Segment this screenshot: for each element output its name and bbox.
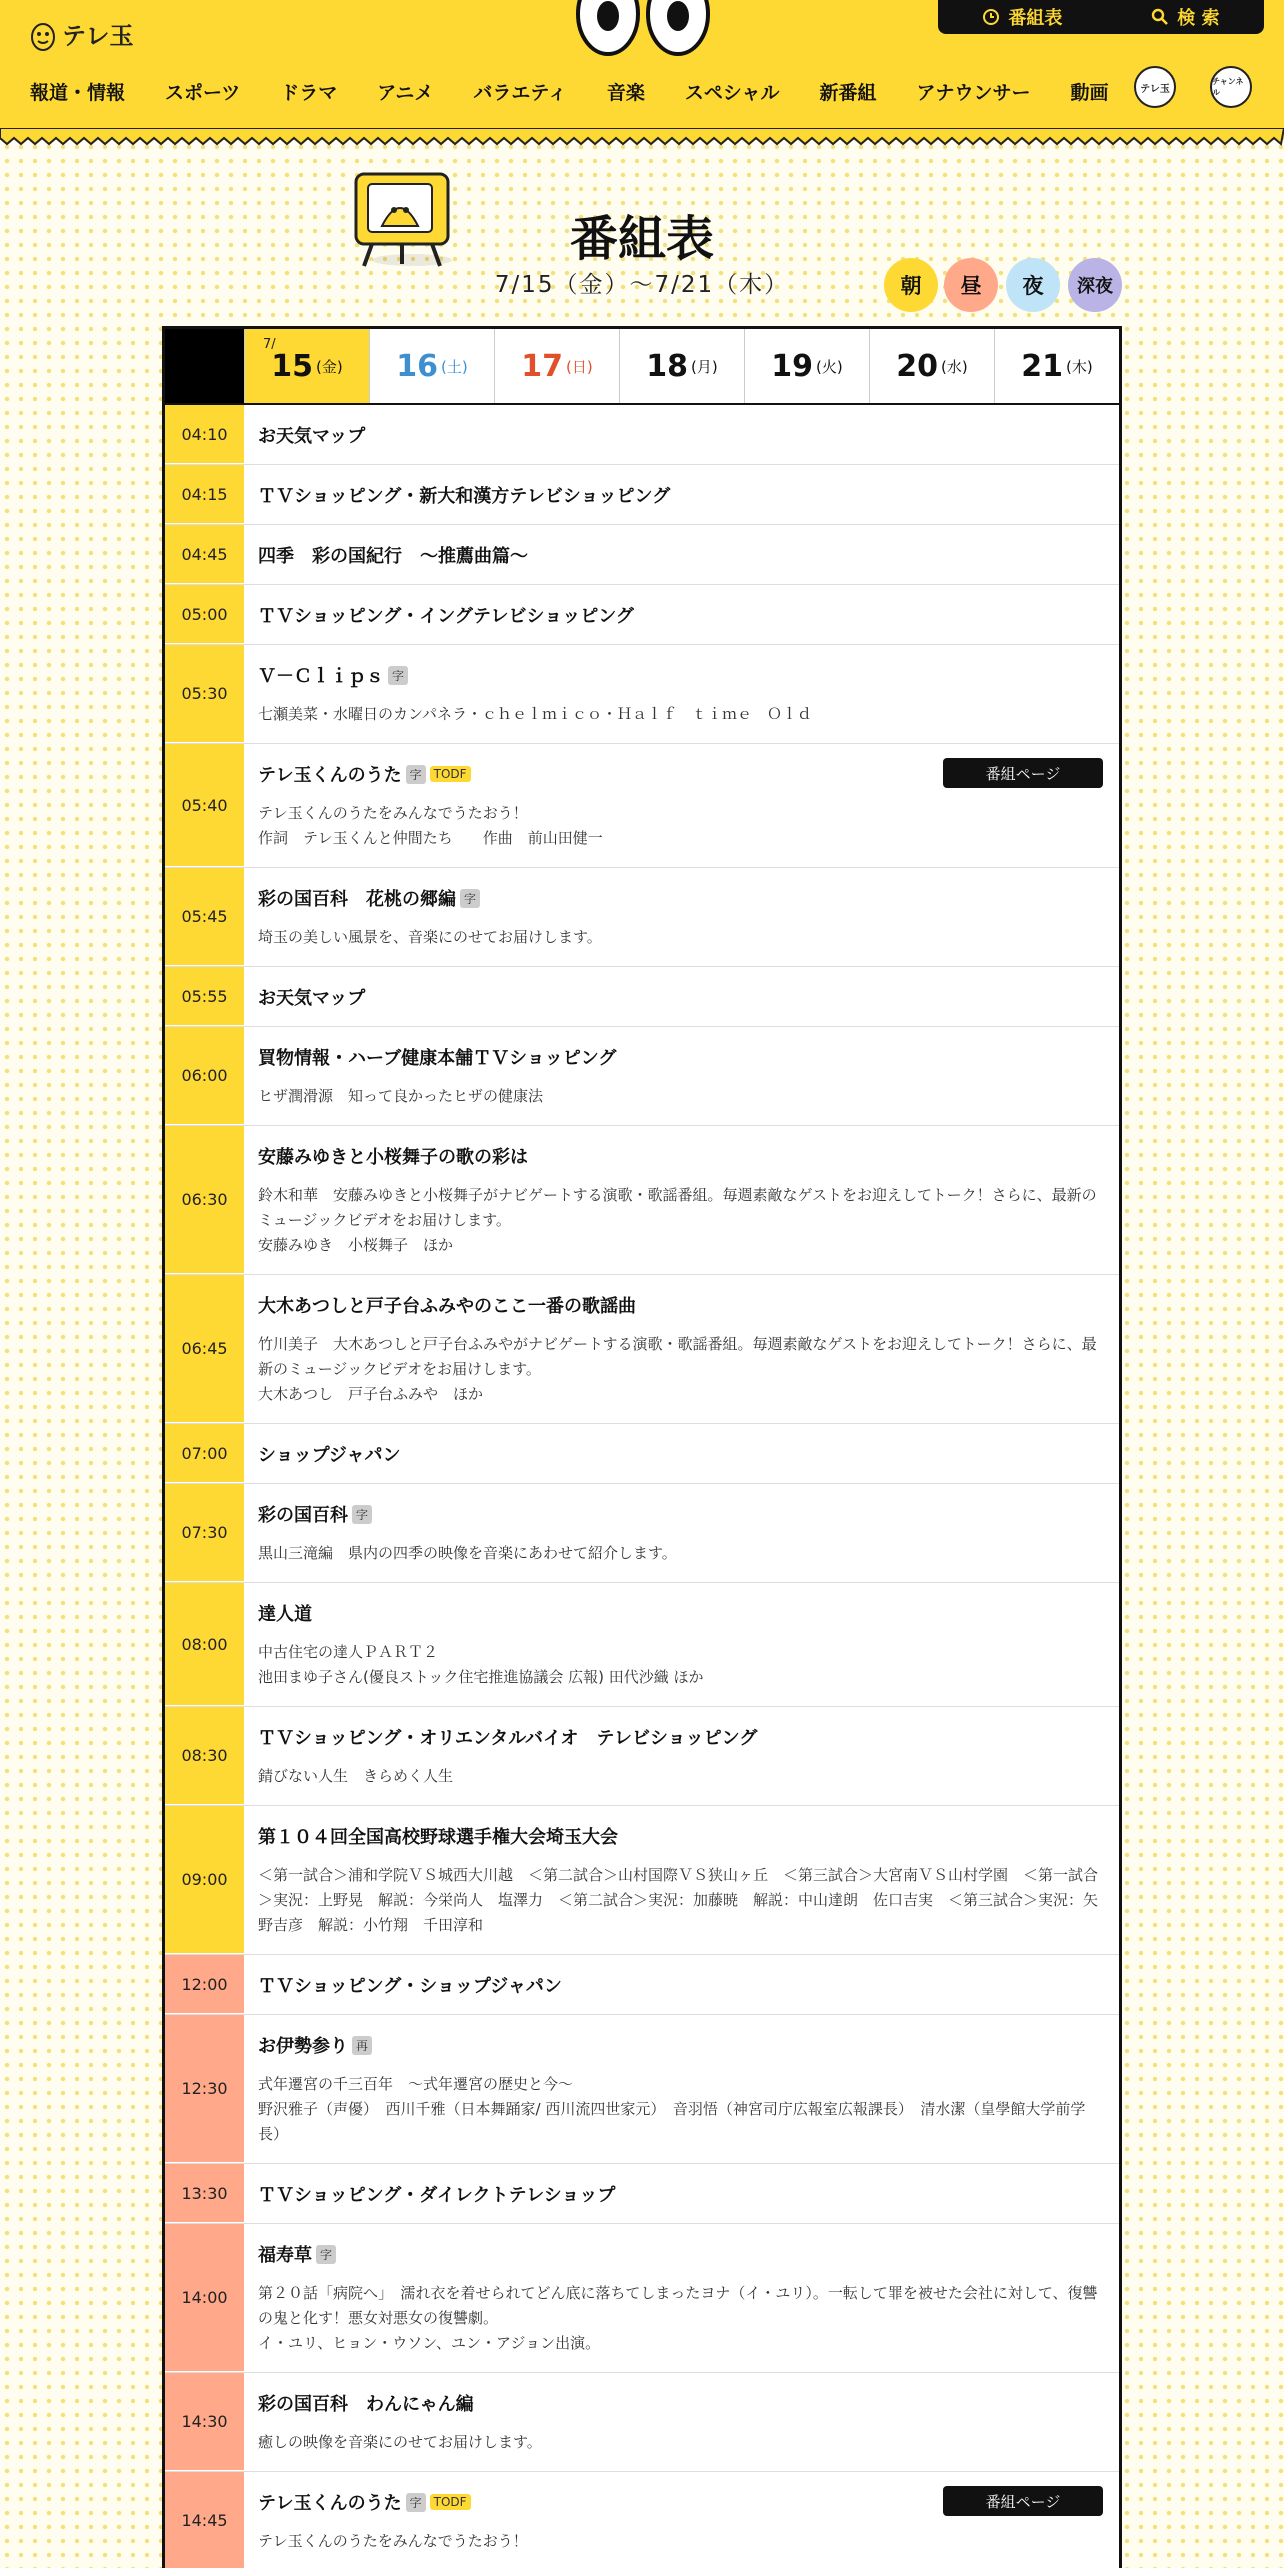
program-time: 05:40	[165, 744, 244, 867]
program-body	[244, 1424, 1119, 1483]
clock-icon	[982, 8, 1000, 26]
program-title-row	[258, 1044, 1101, 1070]
search-button[interactable]	[1151, 4, 1219, 30]
program-description: ヒザ潤滑源 知って良かったヒザの健康法	[258, 1087, 544, 1105]
program-description: 黒山三滝編 県内の四季の映像を音楽にあわせて紹介します。	[258, 1544, 677, 1562]
program-row[interactable]	[165, 1955, 1119, 2015]
program-title-row	[258, 1441, 1101, 1467]
program-row[interactable]	[165, 405, 1119, 465]
program-title-row	[258, 1501, 1101, 1527]
nav-variety[interactable]: バラエティ	[473, 82, 567, 104]
program-description: 癒しの映像を音楽にのせてお届けします。	[258, 2433, 542, 2451]
nav-special[interactable]: スペシャル	[684, 82, 780, 104]
tod-latenight-button[interactable]: 深夜	[1068, 258, 1122, 312]
day-tab-17[interactable]	[494, 329, 619, 403]
program-title-row	[258, 2390, 1101, 2416]
program-body	[244, 525, 1119, 584]
day-weekday: (金)	[316, 357, 343, 376]
program-title[interactable]: お天気マップ	[258, 988, 366, 1009]
program-tag: 字	[460, 889, 480, 908]
day-tab-18[interactable]	[619, 329, 744, 403]
program-row[interactable]	[165, 1424, 1119, 1484]
program-title[interactable]: 彩の国百科 わんにゃん編	[258, 2394, 474, 2415]
program-body	[244, 1126, 1119, 1274]
schedule-label: 番組表	[1008, 8, 1063, 29]
program-title-row	[258, 1972, 1101, 1998]
program-time: 07:00	[165, 1424, 244, 1483]
day-number: 18	[646, 348, 689, 384]
program-row[interactable]	[165, 1126, 1119, 1275]
program-row[interactable]	[165, 967, 1119, 1027]
day-weekday: (日)	[566, 357, 593, 376]
program-description: 式年遷宮の千三百年 ～式年遷宮の歴史と今～ 野沢雅子（声優） 西川千雅（日本舞踊家/ 西川流四世家元） 音羽悟（神宮司庁広報室広報課長） 清水潔（皇學館大学前学長）	[258, 2075, 1086, 2143]
program-tag: 字	[406, 765, 426, 784]
day-tab-15[interactable]	[244, 329, 369, 403]
program-tag: TODF	[430, 2494, 471, 2510]
schedule-button[interactable]	[982, 4, 1062, 30]
program-title[interactable]: 福寿草	[258, 2245, 312, 2266]
program-title[interactable]: テレ玉くんのうた	[258, 765, 402, 786]
nav-new-programs[interactable]: 新番組	[819, 82, 877, 104]
mascot-eyes-icon	[568, 0, 718, 64]
program-body	[244, 2472, 1119, 2568]
program-row[interactable]	[165, 465, 1119, 525]
day-number: 21	[1021, 348, 1064, 384]
day-weekday: (月)	[691, 357, 718, 376]
program-row[interactable]	[165, 744, 1119, 868]
program-body	[244, 1707, 1119, 1805]
day-tabs-corner	[165, 329, 244, 403]
program-title[interactable]: 彩の国百科 花桃の郷編	[258, 889, 456, 910]
program-row[interactable]	[165, 2164, 1119, 2224]
program-title[interactable]: ショップジャパン	[258, 1445, 401, 1466]
day-number: 20	[896, 348, 939, 384]
program-time: 12:00	[165, 1955, 244, 2014]
nav-drama[interactable]: ドラマ	[280, 82, 338, 104]
page-title: 番組表	[569, 211, 714, 267]
program-description: 第２０話「病院へ」 濡れ衣を着せられてどん底に落ちてしまったヨナ（イ・ユリ）。一転して罪を被せた会社に対して、復讐の鬼と化す！悪女対悪女の復讐劇。 イ・ユリ、ヒョン・ウソン、ユン・アジョン出演。	[258, 2284, 1098, 2352]
program-body	[244, 1583, 1119, 1706]
program-time: 13:30	[165, 2164, 244, 2223]
program-body	[244, 2373, 1119, 2471]
nav-sports[interactable]: スポーツ	[165, 82, 241, 104]
logo-text: テレ玉	[62, 22, 134, 50]
tod-daytime-button[interactable]: 昼	[944, 258, 998, 312]
program-title-row	[258, 885, 1101, 911]
channel-badge-icon[interactable]: チャンネル	[1210, 66, 1252, 108]
program-body	[244, 967, 1119, 1026]
program-title-row	[258, 1143, 1101, 1169]
site-logo[interactable]	[30, 16, 134, 51]
program-description: ＜第一試合＞浦和学院ＶＳ城西大川越 ＜第二試合＞山村国際ＶＳ狭山ヶ丘 ＜第三試合＞大宮南ＶＳ山村学園 ＜第一試合＞実況：上野晃 解説：今栄尚人 塩澤力 ＜第二試合＞実況：加藤暁 解説：中山達朗 佐口吉実 ＜第三試合＞実況：矢野吉彦 解説：小竹翔 千田淳和	[258, 1866, 1099, 1934]
program-time: 05:00	[165, 585, 244, 644]
date-range: 7/15（金）〜7/21（木）	[494, 272, 790, 298]
schedule-table	[162, 326, 1122, 2568]
program-body	[244, 868, 1119, 966]
program-row[interactable]	[165, 1707, 1119, 1806]
day-weekday: (火)	[816, 357, 843, 376]
program-description: 鈴木和華 安藤みゆきと小桜舞子がナビゲートする演歌・歌謡番組。毎週素敵なゲストをお迎えしてトーク！さらに、最新のミュージックビデオをお届けします。 安藤みゆき 小桜舞子 ほか	[258, 1186, 1097, 1254]
nav-anime[interactable]: アニメ	[377, 82, 434, 104]
program-time: 04:15	[165, 465, 244, 524]
program-time: 06:00	[165, 1027, 244, 1125]
program-body	[244, 1484, 1119, 1582]
program-body	[244, 1275, 1119, 1423]
program-description: 七瀬美菜・水曜日のカンパネラ・ｃｈｅｌｍｉｃｏ・Ｈａｌｆ ｔｉｍｅ Ｏｌｄ	[258, 705, 812, 723]
header-tools	[938, 0, 1264, 34]
program-title[interactable]: 四季 彩の国紀行 ～推薦曲篇～	[258, 546, 528, 567]
program-title-row	[258, 662, 1101, 688]
program-row[interactable]	[165, 525, 1119, 585]
program-title[interactable]: 大木あつしと戸子台ふみやのここ一番の歌謡曲	[258, 1296, 636, 1317]
program-description: テレ玉くんのうたをみんなでうたおう！ 作詞 テレ玉くんと仲間たち 作曲 前山田健一	[258, 804, 603, 847]
program-time: 08:30	[165, 1707, 244, 1805]
program-title-row	[258, 2181, 1101, 2207]
program-title[interactable]: 買物情報・ハーブ健康本舗ＴＶショッピング	[258, 1048, 617, 1069]
program-title[interactable]: ＴＶショッピング・オリエンタルバイオ テレビショッピング	[258, 1728, 758, 1749]
day-number: 16	[396, 348, 439, 384]
program-time: 14:45	[165, 2472, 244, 2568]
search-icon	[1151, 8, 1169, 26]
program-row[interactable]	[165, 868, 1119, 967]
program-tag: TODF	[430, 766, 471, 782]
program-body	[244, 2224, 1119, 2372]
program-row[interactable]	[165, 1027, 1119, 1126]
program-row[interactable]	[165, 2015, 1119, 2164]
program-time: 05:55	[165, 967, 244, 1026]
program-row[interactable]	[165, 645, 1119, 744]
program-title-row	[258, 2032, 1101, 2058]
program-title-row	[258, 482, 1101, 508]
program-time: 05:45	[165, 868, 244, 966]
program-description: 中古住宅の達人ＰＡＲＴ２ 池田まゆ子さん(優良ストック住宅推進協議会 広報) 田代沙織 ほか	[258, 1643, 704, 1686]
day-tab-21[interactable]	[994, 329, 1119, 403]
program-list	[165, 405, 1119, 2568]
day-tabs	[165, 329, 1119, 405]
program-title[interactable]: 達人道	[258, 1604, 312, 1625]
program-title[interactable]: 彩の国百科	[258, 1505, 348, 1526]
day-weekday: (土)	[441, 357, 468, 376]
program-time: 12:30	[165, 2015, 244, 2163]
tod-morning-button[interactable]: 朝	[884, 258, 938, 312]
program-description: 竹川美子 大木あつしと戸子台ふみやがナビゲートする演歌・歌謡番組。毎週素敵なゲストをお迎えしてトーク！さらに、最新のミュージックビデオをお届けします。 大木あつし 戸子台ふみや ほか	[258, 1335, 1097, 1403]
program-row[interactable]	[165, 1583, 1119, 1707]
program-body	[244, 405, 1119, 464]
program-description: テレ玉くんのうたをみんなでうたおう！	[258, 2532, 528, 2550]
program-row[interactable]	[165, 585, 1119, 645]
program-page-button[interactable]: 番組ページ	[943, 758, 1103, 788]
program-title[interactable]: テレ玉くんのうた	[258, 2493, 402, 2514]
program-title[interactable]: ＴＶショッピング・新大和漢方テレビショッピング	[258, 486, 671, 507]
day-tab-20[interactable]	[869, 329, 994, 403]
program-title-row	[258, 422, 1101, 448]
program-title-row	[258, 984, 1101, 1010]
program-description: 埼玉の美しい風景を、音楽にのせてお届けします。	[258, 928, 602, 946]
program-time: 07:30	[165, 1484, 244, 1582]
program-time: 06:30	[165, 1126, 244, 1274]
program-title[interactable]: ＴＶショッピング・ダイレクトテレショップ	[258, 2185, 616, 2206]
header-zigzag-edge	[0, 128, 1284, 150]
program-title[interactable]: Ｖ－Ｃｌｉｐｓ	[258, 666, 384, 687]
program-body	[244, 1027, 1119, 1125]
program-time: 06:45	[165, 1275, 244, 1423]
program-tag: 再	[352, 2036, 372, 2055]
day-number: 15	[271, 348, 314, 384]
egg-mascot-icon	[30, 17, 56, 51]
day-weekday: (木)	[1066, 357, 1093, 376]
program-row[interactable]	[165, 2373, 1119, 2472]
day-number: 17	[521, 348, 564, 384]
program-title[interactable]: お天気マップ	[258, 426, 366, 447]
program-body	[244, 744, 1119, 867]
program-time: 14:00	[165, 2224, 244, 2372]
program-tag: 字	[352, 1505, 372, 1524]
nav-music[interactable]: 音楽	[606, 82, 645, 104]
program-time: 14:30	[165, 2373, 244, 2471]
program-row[interactable]	[165, 1484, 1119, 1583]
program-tag: 字	[316, 2245, 336, 2264]
nav-news[interactable]: 報道・情報	[30, 82, 126, 104]
program-row[interactable]	[165, 2224, 1119, 2373]
program-title[interactable]: ＴＶショッピング・ショップジャパン	[258, 1976, 562, 1997]
program-title[interactable]: ＴＶショッピング・イングテレビショッピング	[258, 606, 634, 627]
day-month: 7/	[263, 337, 276, 352]
program-title-row	[258, 1292, 1101, 1318]
day-weekday: (水)	[941, 357, 968, 376]
program-title-row	[258, 542, 1101, 568]
program-title[interactable]: 安藤みゆきと小桜舞子の歌の彩は	[258, 1147, 528, 1168]
program-row[interactable]	[165, 2472, 1119, 2568]
nav-announcer[interactable]: アナウンサー	[916, 82, 1031, 104]
program-title-row	[258, 1600, 1101, 1626]
search-label: 検 索	[1177, 8, 1220, 29]
program-time: 09:00	[165, 1806, 244, 1954]
program-body	[244, 2164, 1119, 2223]
program-description: 錆びない人生 きらめく人生	[258, 1767, 454, 1785]
program-time: 04:45	[165, 525, 244, 584]
program-body	[244, 2015, 1119, 2163]
program-time: 05:30	[165, 645, 244, 743]
program-body	[244, 1806, 1119, 1954]
program-title-row	[258, 2241, 1101, 2267]
program-title-row	[258, 1823, 1101, 1849]
program-row[interactable]	[165, 1275, 1119, 1424]
day-tab-16[interactable]	[369, 329, 494, 403]
program-body	[244, 585, 1119, 644]
program-title[interactable]: お伊勢参り	[258, 2036, 348, 2057]
tod-evening-button[interactable]: 夜	[1006, 258, 1060, 312]
telletama-badge-icon[interactable]: テレ玉	[1134, 66, 1176, 108]
program-tag: 字	[388, 666, 408, 685]
program-title-row	[258, 1724, 1101, 1750]
program-time: 04:10	[165, 405, 244, 464]
program-body	[244, 465, 1119, 524]
program-body	[244, 645, 1119, 743]
nav-video[interactable]: 動画	[1070, 82, 1109, 104]
program-tag: 字	[406, 2493, 426, 2512]
main-nav	[30, 78, 1149, 105]
site-header	[0, 0, 1284, 140]
program-time: 08:00	[165, 1583, 244, 1706]
day-number: 19	[771, 348, 814, 384]
day-tab-19[interactable]	[744, 329, 869, 403]
program-body	[244, 1955, 1119, 2014]
program-page-button[interactable]: 番組ページ	[943, 2486, 1103, 2516]
program-title[interactable]: 第１０４回全国高校野球選手権大会埼玉大会	[258, 1827, 618, 1848]
program-row[interactable]	[165, 1806, 1119, 1955]
program-title-row	[258, 602, 1101, 628]
